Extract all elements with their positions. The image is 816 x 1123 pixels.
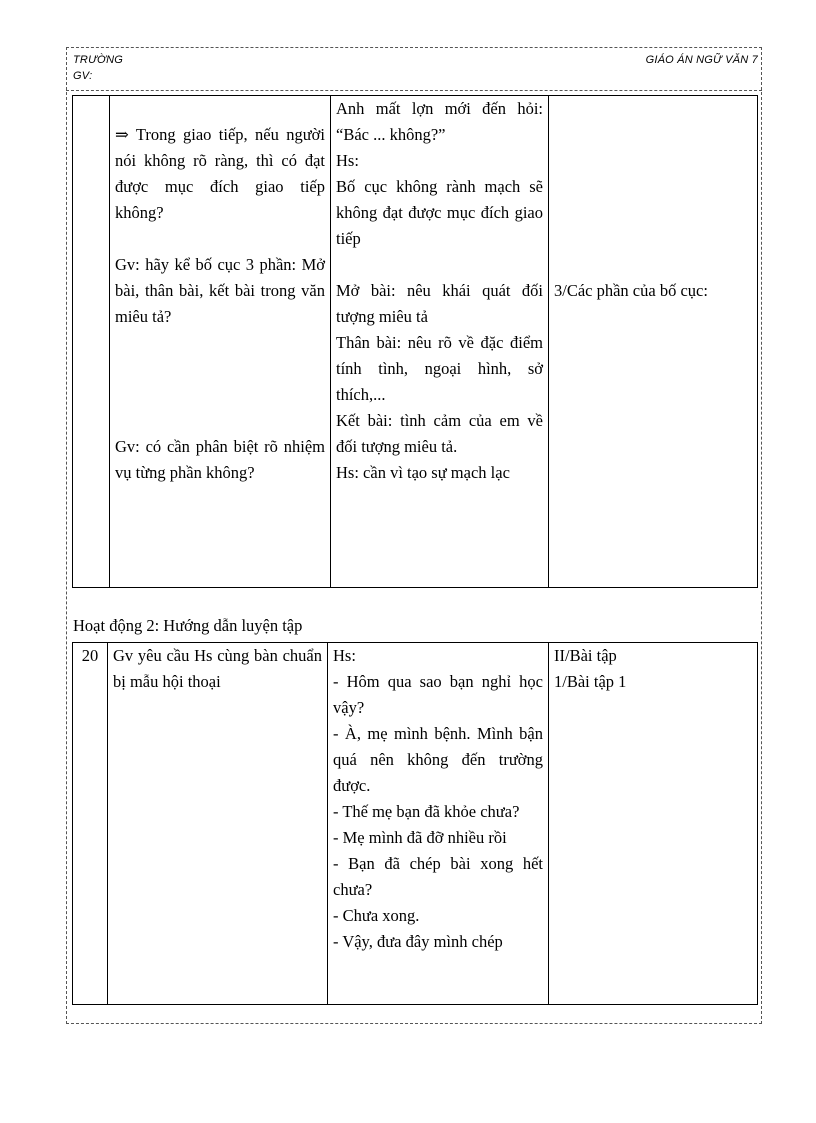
student-answer: Mở bài: nêu khái quát đối tượng miêu tả (336, 281, 543, 326)
lesson-table-2 (72, 642, 758, 1005)
dialogue-line: - Chưa xong. (333, 906, 420, 925)
dialogue-line: - Thế mẹ bạn đã khỏe chưa? (333, 802, 520, 821)
teacher-question: Gv: có cần phân biệt rõ nhiệm vụ từng phần không? (115, 437, 325, 482)
header-doc-title: GIÁO ÁN NGỮ VĂN 7 (645, 54, 758, 66)
header-school: TRƯỜNG (73, 54, 124, 66)
student-answer: Bố cục không rành mạch sẽ không đạt được mục đích giao tiếp (336, 177, 543, 248)
dialogue-list (333, 643, 543, 955)
student-answer: Hs: (336, 151, 359, 170)
dialogue-line: - Bạn đã chép bài xong hết chưa? (333, 854, 543, 899)
content-list (554, 643, 752, 695)
student-answer: Hs: cần vì tạo sự mạch lạc (336, 463, 510, 482)
content-cell (549, 96, 758, 588)
content-heading: 3/Các phần của bố cục: (554, 281, 708, 300)
content-heading: 1/Bài tập 1 (554, 672, 627, 691)
teacher-activity-cell: Gv yêu cầu Hs cùng bàn chuẩn bị mẫu hội thoại (108, 643, 328, 1005)
header-divider (66, 90, 762, 91)
section-title: Hoạt động 2: Hướng dẫn luyện tập (73, 616, 303, 635)
content-cell (549, 643, 758, 1005)
table-row (73, 643, 758, 1005)
time-cell (73, 96, 110, 588)
time-cell: 20 (73, 643, 108, 1005)
dialogue-line: Hs: (333, 646, 356, 665)
teacher-activity-cell (110, 96, 331, 588)
dialogue-line: - À, mẹ mình bệnh. Mình bận quá nên không đến trường được. (333, 724, 543, 795)
table-row (73, 96, 758, 588)
student-answer: Thân bài: nêu rõ về đặc điểm tính tình, ngoại hình, sở thích,... (336, 333, 543, 404)
lesson-table-1 (72, 95, 758, 588)
teacher-question: ⇒ Trong giao tiếp, nếu người nói không rõ ràng, thì có đạt được mục đích giao tiếp không? (115, 125, 325, 222)
header-teacher: GV: (73, 70, 93, 82)
student-activity-cell (328, 643, 549, 1005)
content-heading: II/Bài tập (554, 646, 617, 665)
dialogue-line: - Mẹ mình đã đỡ nhiều rồi (333, 828, 507, 847)
student-activity-cell (331, 96, 549, 588)
dialogue-line: - Vậy, đưa đây mình chép (333, 932, 503, 951)
student-answer: Anh mất lợn mới đến hỏi: “Bác ... không?” (336, 99, 543, 144)
student-answer: Kết bài: tình cảm của em về đối tượng miêu tả. (336, 411, 543, 456)
teacher-question: Gv: hãy kể bố cục 3 phần: Mở bài, thân bài, kết bài trong văn miêu tả? (115, 255, 325, 326)
dialogue-line: - Hôm qua sao bạn nghỉ học vậy? (333, 672, 543, 717)
